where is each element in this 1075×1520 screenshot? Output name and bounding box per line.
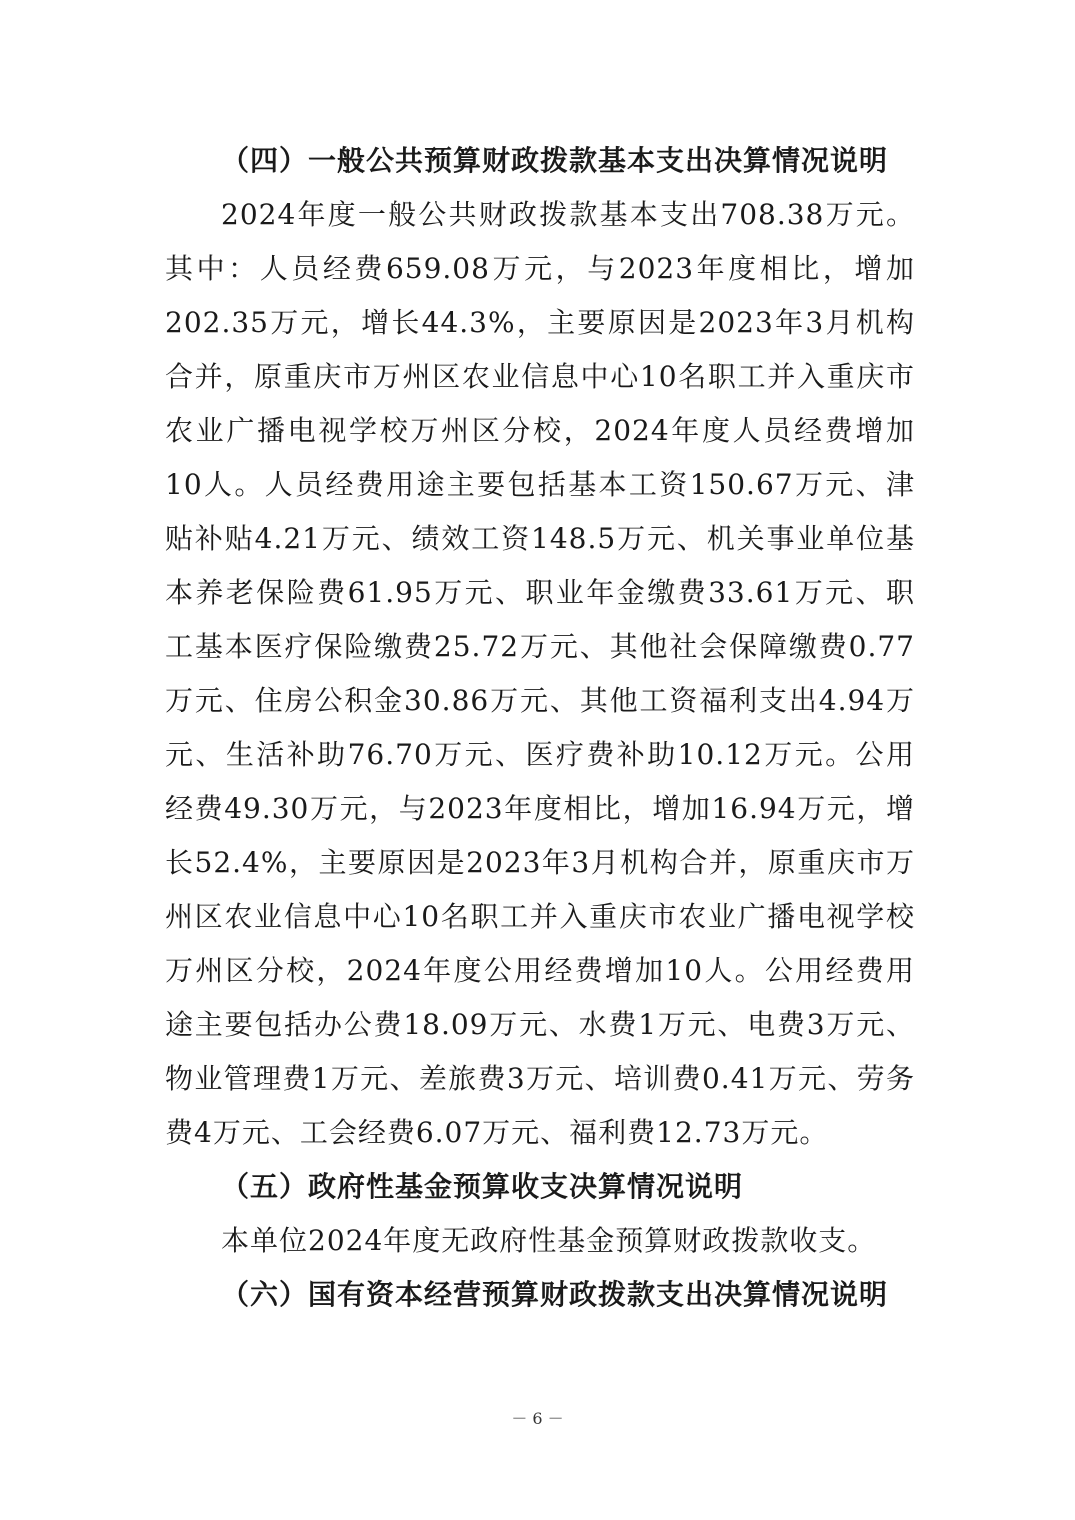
section-paragraph-5: 本单位2024年度无政府性基金预算财政拨款收支。 — [221, 1224, 877, 1257]
section-heading-5: （五）政府性基金预算收支决算情况说明 — [221, 1170, 744, 1203]
section-heading-6: （六）国有资本经营预算财政拨款支出决算情况说明 — [221, 1278, 889, 1311]
page-number: － 6 － — [511, 1409, 564, 1428]
section-heading-4: （四）一般公共预算财政拨款基本支出决算情况说明 — [221, 144, 889, 177]
section-paragraph-4: 2024年度一般公共财政拨款基本支出708.38万元。其中：人员经费659.08万元，与2023年度相比，增加202.35万元，增长44.3%，主要原因是2023年3月机构合并，原重庆市万州区农业信息中心10名职工并入重庆市农业广播电视学校万州区分校，2024年度人员经费增加10人。人员经费用途主要包括基本工资150.67万元、津贴补贴4.21万元、绩效工资148.5万元、机关事业单位基本养老保险费61.95万元、职业年金缴费33.61万元、职工基本医疗保险缴费25.72万元、其他社会保障缴费0.77万元、住房公积金30.86万元、其他工资福利支出4.94万元、生活补助76.70万元、医疗费补助10.12万元。公用经费49.30万元，与2023年度相比，增加16.94万元，增长52.4%，主要原因是2023年3月机构合并，原重庆市万州区农业信息中心10名职工并入重庆市农业广播电视学校万州区分校，2024年度公用经费增加10人。公用经费用途主要包括办公费18.09万元、水费1万元、电费3万元、物业管理费1万元、差旅费3万元、培训费0.41万元、劳务费4万元、工会经费6.07万元、福利费12.73万元。 — [165, 198, 915, 1149]
page-content — [165, 134, 915, 1322]
